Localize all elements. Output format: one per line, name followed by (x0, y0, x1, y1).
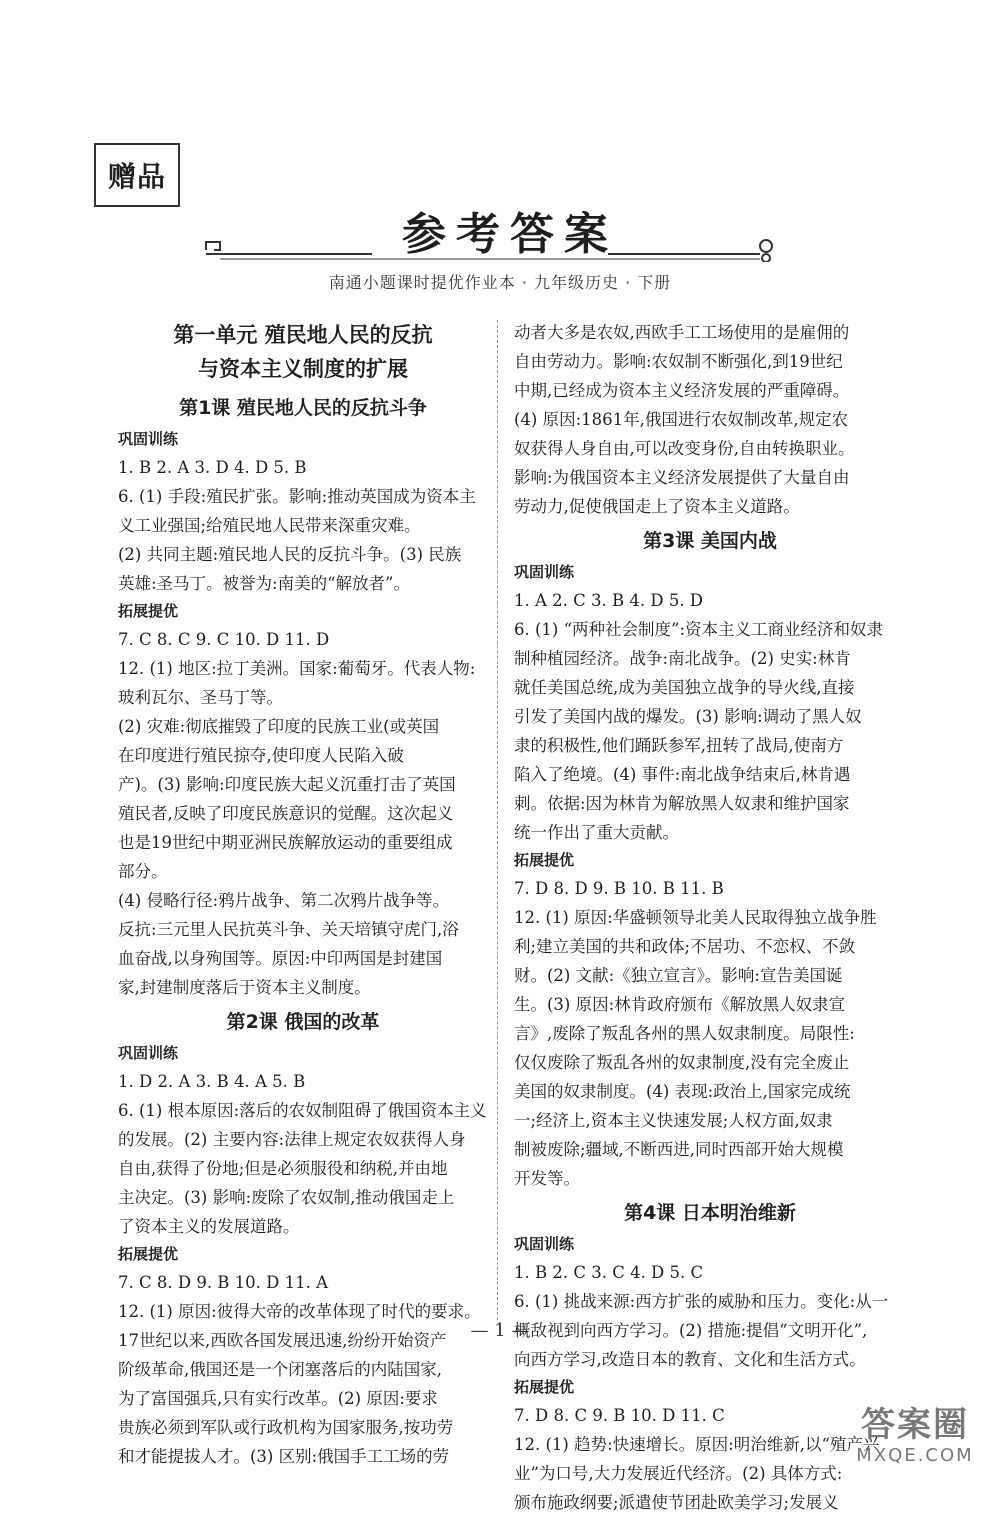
watermark-url: MXQE.COM (856, 1445, 974, 1466)
answer-line: 制种植园经济。战争:南北战争。(2) 史实:林肯 (514, 649, 851, 668)
section-heading: 拓展提优 (514, 1378, 575, 1396)
answer-line: 自由,获得了份地;但是必须服役和纳税,并由地 (118, 1159, 448, 1178)
answer-line: 制被废除;疆域,不断西进,同时西部开始大规模 (514, 1140, 844, 1159)
gift-label: 赠品 (94, 143, 180, 207)
answer-line: 英雄:圣马丁。被誉为:南美的“解放者”。 (118, 574, 410, 593)
answer-line: 在印度进行殖民掠夺,使印度人民陷入破 (118, 746, 404, 765)
answer-line: 影响:为俄国资本主义经济发展提供了大量自由 (514, 468, 850, 487)
page-number: — 1 — (470, 1320, 530, 1341)
answer-line: (4) 侵略行径:鸦片战争、第二次鸦片战争等。 (118, 891, 450, 910)
unit-title-line: 与资本主义制度的扩展 (198, 357, 408, 381)
answer-line: 陷入了绝境。(4) 事件:南北战争结束后,林肯遇 (514, 765, 851, 784)
answer-line: 了资本主义的发展道路。 (118, 1217, 300, 1236)
answer-line: 刺。依据:因为林肯为解放黑人奴隶和维护国家 (514, 794, 850, 813)
answer-line: 12. (1) 原因:华盛顿领导北美人民取得独立战争胜 (514, 908, 877, 927)
answer-line: 劳动力,促使俄国走上了资本主义道路。 (514, 497, 800, 516)
answer-line: 主决定。(3) 影响:废除了农奴制,推动俄国走上 (118, 1188, 455, 1207)
answer-line: 殖民者,反映了印度民族意识的觉醒。这次起义 (118, 804, 454, 823)
answer-line: 向西方学习,改造日本的教育、文化和生活方式。 (514, 1350, 866, 1369)
answer-line: 美国的奴隶制度。(4) 表现:政治上,国家完成统 (514, 1082, 851, 1101)
right-column (514, 318, 906, 1517)
left-column (118, 318, 488, 1471)
answer-line: 义工业强国;给殖民地人民带来深重灾难。 (118, 516, 421, 535)
answer-line: 6. (1) “两种社会制度”:资本主义工商业经济和奴隶 (514, 620, 884, 639)
watermark-text: 答案圈 (861, 1405, 969, 1445)
answer-line: 阶级革命,俄国还是一个闭塞落后的内陆国家, (118, 1360, 442, 1379)
answer-line: 1. B 2. A 3. D 4. D 5. B (118, 458, 307, 477)
answer-line: 17世纪以来,西欧各国发展迅速,纷纷开始资产 (118, 1331, 447, 1350)
section-heading: 巩固训练 (514, 563, 575, 581)
answer-line: 中期,已经成为资本主义经济发展的严重障碍。 (514, 381, 850, 400)
answer-line: 反抗:三元里人民抗英斗争、关天培镇守虎门,浴 (118, 920, 459, 939)
lesson-title: 第4课 日本明治维新 (624, 1202, 796, 1224)
answer-line: 仅仅废除了叛乱各州的奴隶制度,没有完全废止 (514, 1053, 850, 1072)
watermark-logo (840, 1405, 990, 1466)
answer-line: 利;建立美国的共和政体;不居功、不恋权、不敛 (514, 937, 856, 956)
answer-line: 1. A 2. C 3. B 4. D 5. D (514, 591, 704, 610)
answer-line: 开发等。 (514, 1169, 580, 1188)
section-heading: 巩固训练 (118, 430, 179, 448)
answer-line: 为了富国强兵,只有实行改革。(2) 原因:要求 (118, 1389, 438, 1408)
section-heading: 拓展提优 (118, 1245, 179, 1263)
answer-line: 12. (1) 原因:彼得大帝的改革体现了时代的要求。 (118, 1302, 481, 1321)
answer-line: 玻利瓦尔、圣马丁等。 (118, 688, 283, 707)
answer-line: 业”为口号,大力发展近代经济。(2) 具体方式: (514, 1464, 843, 1483)
column-divider (497, 320, 498, 1320)
answer-line: 贵族必须到军队或行政机构为国家服务,按功劳 (118, 1418, 454, 1437)
answer-line: 血奋战,以身殉国等。原因:中印两国是封建国 (118, 949, 443, 968)
answer-line: 也是19世纪中期亚洲民族解放运动的重要组成 (118, 833, 453, 852)
answer-line: 概敌视到向西方学习。(2) 措施:提倡“文明开化”, (514, 1321, 868, 1340)
page-title: 参考答案 (402, 209, 618, 260)
section-heading: 拓展提优 (514, 851, 575, 869)
section-heading: 拓展提优 (118, 602, 179, 620)
answer-line: 奴获得人身自由,可以改变身份,自由转换职业。 (514, 439, 855, 458)
answer-line: 的发展。(2) 主要内容:法律上规定农奴获得人身 (118, 1130, 466, 1149)
answer-line: 财。(2) 文献:《独立宣言》。影响:宣告美国诞 (514, 966, 843, 985)
answer-line: 12. (1) 地区:拉丁美洲。国家:葡萄牙。代表人物: (118, 659, 476, 678)
answer-line: 12. (1) 趋势:快速增长。原因:明治维新,以“殖产兴 (514, 1435, 880, 1454)
answer-line: 6. (1) 挑战来源:西方扩张的威胁和压力。变化:从一 (514, 1292, 889, 1311)
answer-line: 7. C 8. C 9. C 10. D 11. D (118, 630, 330, 649)
answer-line: 1. D 2. A 3. B 4. A 5. B (118, 1072, 306, 1091)
answer-line: 颁布施政纲要;派遣使节团赴欧美学习;发展义 (514, 1493, 839, 1512)
answer-line: 和才能提拔人才。(3) 区别:俄国手工工场的劳 (118, 1447, 450, 1466)
section-heading: 巩固训练 (118, 1044, 179, 1062)
answer-line: 产)。(3) 影响:印度民族大起义沉重打击了英国 (118, 775, 456, 794)
answer-line: 就任美国总统,成为美国独立战争的导火线,直接 (514, 678, 855, 697)
answer-line: 一;经济上,资本主义快速发展;人权方面,奴隶 (514, 1111, 833, 1130)
answer-line: 动者大多是农奴,西欧手工工场使用的是雇佣的 (514, 323, 850, 342)
answer-line: 统一作出了重大贡献。 (514, 823, 679, 842)
answer-line: 引发了美国内战的爆发。(3) 影响:调动了黑人奴 (514, 707, 862, 726)
title-ornament (200, 232, 780, 262)
answer-line: 6. (1) 手段:殖民扩张。影响:推动英国成为资本主 (118, 487, 476, 506)
section-heading: 巩固训练 (514, 1235, 575, 1253)
answer-line: 隶的积极性,他们踊跃参军,扭转了战局,使南方 (514, 736, 844, 755)
lesson-title: 第3课 美国内战 (643, 530, 777, 552)
lesson-title: 第2课 俄国的改革 (226, 1011, 380, 1033)
unit-title-line: 第一单元 殖民地人民的反抗 (173, 323, 433, 347)
answer-line: 部分。 (118, 862, 168, 881)
answer-line: 7. C 8. D 9. B 10. D 11. A (118, 1273, 329, 1292)
answer-line: 7. D 8. C 9. B 10. D 11. C (514, 1406, 725, 1425)
book-subtitle: 南通小题课时提优作业本 · 九年级历史 · 下册 (328, 273, 672, 292)
answer-line: 言》,废除了叛乱各州的黑人奴隶制度。局限性: (514, 1024, 855, 1043)
answer-line: 自由劳动力。影响:农奴制不断强化,到19世纪 (514, 352, 843, 371)
answer-line: (4) 原因:1861年,俄国进行农奴制改革,规定农 (514, 410, 849, 429)
answer-line: 生。(3) 原因:林肯政府颁布《解放黑人奴隶宣 (514, 995, 846, 1014)
answer-line: (2) 共同主题:殖民地人民的反抗斗争。(3) 民族 (118, 545, 462, 564)
answer-line: (2) 灾难:彻底摧毁了印度的民族工业(或英国 (118, 717, 440, 736)
answer-line: 7. D 8. D 9. B 10. B 11. B (514, 879, 724, 898)
answer-line: 6. (1) 根本原因:落后的农奴制阻碍了俄国资本主义 (118, 1101, 487, 1120)
answer-line: 家,封建制度落后于资本主义制度。 (118, 978, 371, 997)
lesson-title: 第1课 殖民地人民的反抗斗争 (179, 397, 427, 419)
answer-line: 1. B 2. C 3. C 4. D 5. C (514, 1263, 704, 1282)
unit-title (118, 318, 488, 386)
